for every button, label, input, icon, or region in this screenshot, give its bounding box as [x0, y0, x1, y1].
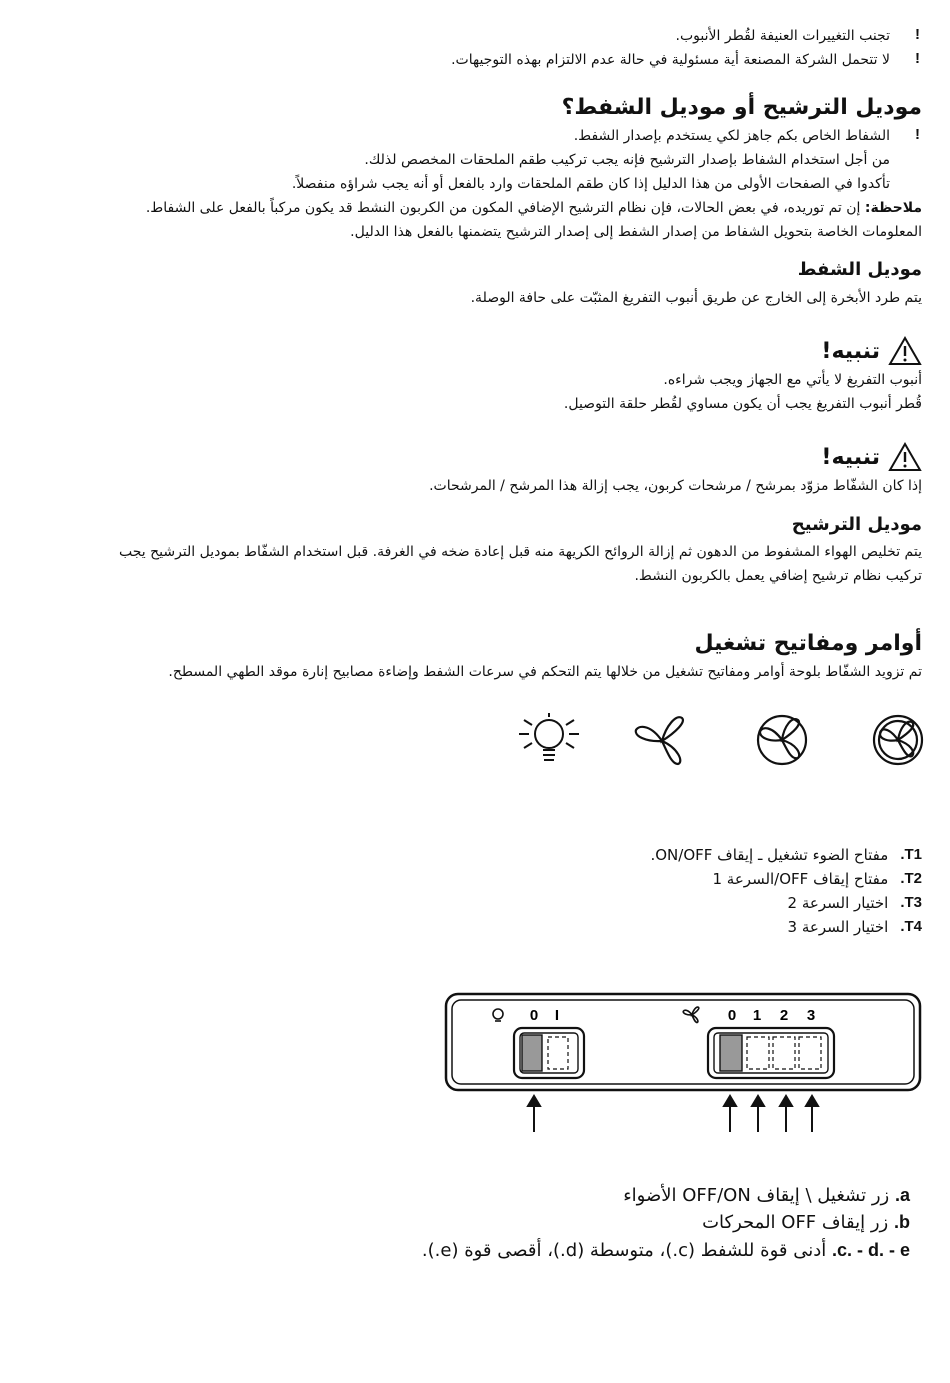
t-code: T4.: [900, 918, 922, 935]
warning-heading-1: [821, 336, 922, 366]
filter-line-2: تركيب نظام ترشيح إضافي يعمل بالكربون النشط.: [634, 568, 922, 584]
warning-heading-2: [821, 442, 922, 472]
exclamation-mark: !: [915, 50, 920, 67]
b-code: a.: [894, 1185, 910, 1205]
filter-extract-line-3: تأكدوا في الصفحات الأولى من هذا الدليل إذا كان طقم الملحقات وارد بالفعل أو أنه يجب شراؤه منفصلاً.: [291, 176, 890, 192]
fan-label-0: 0: [727, 1007, 737, 1024]
section-title-extraction: موديل الشفط: [797, 259, 922, 280]
indicator-arrows: [528, 1096, 818, 1132]
warning-triangle-icon: [888, 336, 922, 366]
b-code: c. - d. - e.: [831, 1240, 910, 1260]
section-title-controls: أوامر ومفاتيح تشغيل: [694, 631, 922, 656]
fan-label-2: 2: [779, 1007, 789, 1024]
b-list-item-b: [702, 1209, 910, 1236]
t-code: T1.: [900, 846, 922, 863]
t-list-item-2: [712, 868, 922, 890]
t-text: مفتاح الضوء تشغيل ـ إيقاف ON/OFF.: [650, 846, 889, 864]
warning-triangle-icon: [888, 442, 922, 472]
light-label-0: 0: [529, 1007, 539, 1024]
warning-title: تنبيه!: [821, 338, 880, 364]
fan-speed-switch[interactable]: [708, 1028, 834, 1078]
exclamation-mark: !: [915, 126, 920, 143]
control-panel-diagram: [440, 990, 930, 1140]
b-text: زر تشغيل \ إيقاف OFF/ON الأضواء: [623, 1185, 890, 1206]
b-text: أدنى قوة للشفط (c.)، متوسطة (d.)، أقصى قوة (e.).: [421, 1240, 827, 1261]
t-text: اختيار السرعة 2: [787, 894, 889, 912]
controls-text: تم تزويد الشفّاط بلوحة أوامر ومفاتيح تشغيل من خلالها يتم التحكم في سرعات الشفط وإضاءة مصابيح إنارة موقد الطهي المسطح.: [168, 664, 922, 680]
exclamation-mark: !: [915, 26, 920, 43]
fan-label-1: 1: [752, 1007, 762, 1024]
section-title-filter-or-extract: موديل الترشيح أو موديل الشفط؟: [561, 95, 922, 120]
fan-speed-3-icon: [868, 712, 928, 768]
filter-extract-line-5: المعلومات الخاصة بتحويل الشفاط من إصدار الشفط إلى إصدار الترشيح يتضمنها بالفعل هذا الدليل.: [350, 224, 922, 240]
t-code: T3.: [900, 894, 922, 911]
fan-speed-2-icon: [752, 712, 812, 768]
b-code: b.: [893, 1212, 910, 1232]
light-bulb-icon: [515, 712, 583, 768]
warning1-line-1: أنبوب التفريغ لا يأتي مع الجهاز ويجب شراءه.: [663, 372, 922, 388]
t-text: مفتاح إيقاف OFF/السرعة 1: [712, 870, 889, 888]
t-code: T2.: [900, 870, 922, 887]
extraction-text: يتم طرد الأبخرة إلى الخارج عن طريق أنبوب التفريغ المثبّت على حافة الوصلة.: [470, 290, 922, 306]
fan-speed-1-icon: [632, 714, 692, 768]
t-list-item-4: [788, 916, 922, 938]
note-text: إن تم توريده، في بعض الحالات، فإن نظام الترشيح الإضافي المكون من الكربون النشط قد يكون مركباً بالفعل على الشفاط.: [145, 200, 865, 216]
light-switch[interactable]: [514, 1028, 584, 1078]
b-list-item-a: [623, 1182, 910, 1209]
filter-extract-line-1: الشفاط الخاص بكم جاهز لكي يستخدم بإصدار الشفط.: [573, 128, 890, 144]
warning-title: تنبيه!: [821, 444, 880, 470]
t-list-item-3: [788, 892, 922, 914]
filter-extract-note: [146, 198, 922, 218]
light-label-1: I: [554, 1007, 560, 1024]
warning1-line-2: قُطر أنبوب التفريغ يجب أن يكون مساوي لقُطر حلقة التوصيل.: [563, 396, 922, 412]
b-text: زر إيقاف OFF المحركات: [702, 1212, 889, 1233]
filter-extract-line-2: من أجل استخدام الشفاط بإصدار الترشيح فإنه يجب تركيب طقم الملحقات المخصص لذلك.: [364, 152, 890, 168]
t-list-item-1: [650, 844, 922, 866]
filter-line-1: يتم تخليص الهواء المشفوط من الدهون ثم إزالة الروائح الكريهة منه قبل إعادة ضخه في الغرفة. قبل استخدام الشفّاط بموديل الترشيح يجب: [118, 544, 922, 560]
t-text: اختيار السرعة 3: [787, 918, 889, 936]
intro-line-1: تجنب التغييرات العنيفة لقُطر الأنبوب.: [675, 28, 890, 44]
fan-label-3: 3: [806, 1007, 816, 1024]
intro-line-2: لا تتحمل الشركة المصنعة أية مسئولية في حالة عدم الالتزام بهذه التوجيهات.: [451, 52, 890, 68]
warning2-line-1: إذا كان الشفّاط مزوّد بمرشح / مرشحات كربون، يجب إزالة هذا المرشح / المرشحات.: [429, 478, 922, 494]
note-label: ملاحظة:: [864, 200, 922, 216]
section-title-filter: موديل الترشيح: [791, 514, 922, 535]
b-list-item-cde: [422, 1237, 910, 1264]
